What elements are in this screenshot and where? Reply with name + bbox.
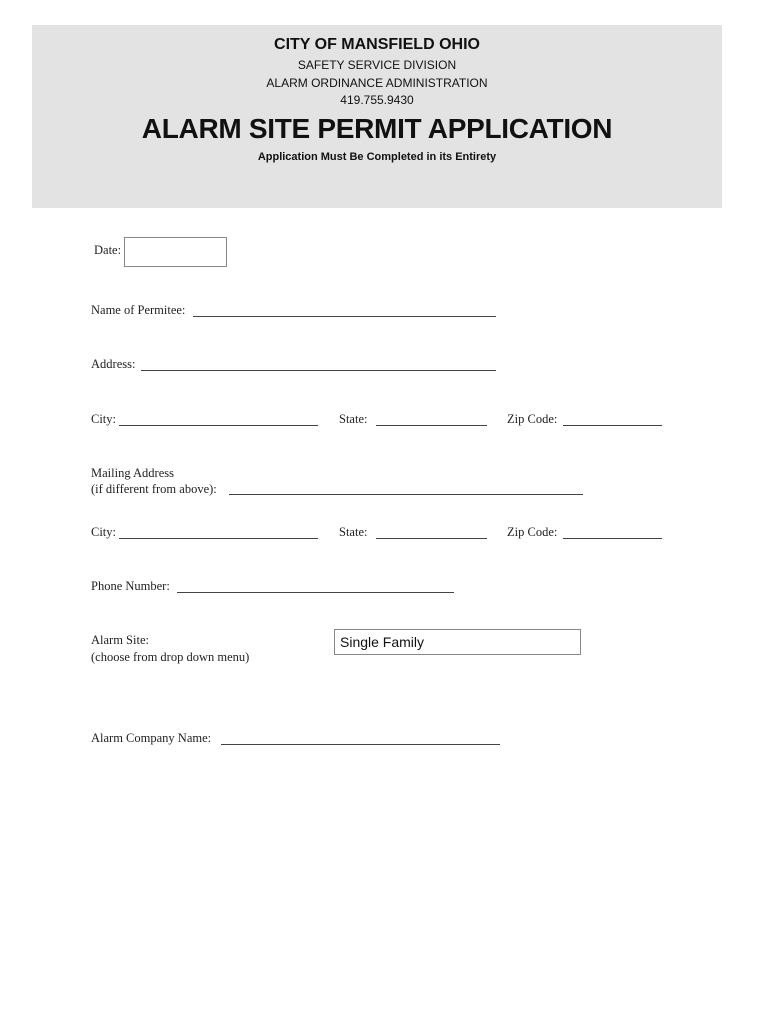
form-header: [32, 25, 722, 208]
mailing-city-label: City:: [91, 525, 117, 539]
mailing-address-note: (if different from above):: [91, 482, 217, 496]
zip-field[interactable]: [563, 425, 662, 426]
alarm-site-select[interactable]: Single Family: [334, 629, 581, 655]
mailing-address-label: Mailing Address: [91, 466, 174, 480]
city-label: City:: [91, 412, 117, 426]
mailing-zip-label: Zip Code:: [507, 525, 558, 539]
mailing-city-field[interactable]: [119, 538, 318, 539]
page-title: ALARM SITE PERMIT APPLICATION: [141, 113, 613, 144]
mailing-state-label: State:: [339, 525, 368, 539]
alarm-site-note: (choose from drop down menu): [91, 650, 250, 664]
alarm-company-label: Alarm Company Name:: [91, 731, 212, 745]
office-name: ALARM ORDINANCE ADMINISTRATION: [266, 76, 488, 90]
phone-label: Phone Number:: [91, 579, 170, 593]
permitee-field[interactable]: [193, 316, 496, 317]
date-label: Date:: [94, 243, 122, 257]
alarm-company-field[interactable]: [221, 744, 500, 745]
mailing-state-field[interactable]: [376, 538, 487, 539]
mailing-address-field[interactable]: [229, 494, 583, 495]
address-label: Address:: [91, 357, 136, 371]
mailing-zip-field[interactable]: [563, 538, 662, 539]
city-field[interactable]: [119, 425, 318, 426]
office-phone: 419.755.9430: [340, 93, 414, 107]
page-subtitle: Application Must Be Completed in its Entirety: [257, 151, 497, 163]
zip-label: Zip Code:: [507, 412, 558, 426]
address-field[interactable]: [141, 370, 496, 371]
state-field[interactable]: [376, 425, 487, 426]
permitee-label: Name of Permitee:: [91, 303, 186, 317]
state-label: State:: [339, 412, 368, 426]
division-name: SAFETY SERVICE DIVISION: [297, 58, 457, 72]
phone-field[interactable]: [177, 592, 454, 593]
alarm-site-label: Alarm Site:: [91, 633, 149, 647]
city-name: CITY OF MANSFIELD OHIO: [274, 36, 480, 53]
date-field[interactable]: [124, 237, 227, 267]
